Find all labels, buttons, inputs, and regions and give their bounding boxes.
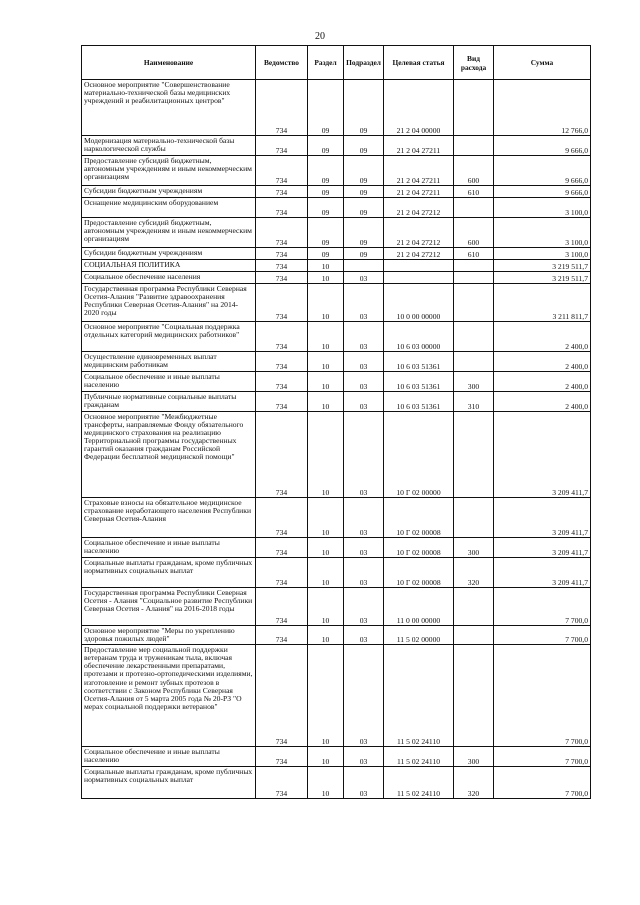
table-row <box>82 284 591 322</box>
row-department: 734 <box>256 498 308 538</box>
table-row <box>82 392 591 412</box>
row-subsection: 03 <box>344 284 384 322</box>
row-amount: 12 766,0 <box>494 80 591 136</box>
table-row <box>82 498 591 538</box>
row-department: 734 <box>256 412 308 498</box>
row-target-item: 21 2 04 27211 <box>384 186 454 198</box>
row-target-item: 21 2 04 27211 <box>384 156 454 186</box>
row-subsection: 03 <box>344 322 384 352</box>
row-section: 09 <box>308 248 344 260</box>
row-subsection: 03 <box>344 588 384 626</box>
row-section: 10 <box>308 626 344 645</box>
row-target-item: 10 Г 02 00000 <box>384 412 454 498</box>
row-target-item: 10 6 03 00000 <box>384 322 454 352</box>
row-expense-type: 300 <box>454 538 494 558</box>
table-row <box>82 156 591 186</box>
row-amount: 3 100,0 <box>494 198 591 218</box>
row-section: 10 <box>308 412 344 498</box>
row-section: 10 <box>308 558 344 588</box>
table-row <box>82 538 591 558</box>
row-target-item: 11 5 02 00000 <box>384 626 454 645</box>
row-section: 10 <box>308 645 344 747</box>
row-expense-type <box>454 322 494 352</box>
row-target-item: 10 0 00 00000 <box>384 284 454 322</box>
row-expense-type <box>454 588 494 626</box>
row-department: 734 <box>256 248 308 260</box>
row-name: Основное мероприятие "Меры по укреплению здоровья пожилых людей" <box>82 626 256 645</box>
table-header-row <box>82 46 591 80</box>
row-subsection: 09 <box>344 248 384 260</box>
table-row <box>82 322 591 352</box>
row-name: Основное мероприятие "Социальная поддержка отдельных категорий медицинских работников" <box>82 322 256 352</box>
row-target-item: 21 2 04 27212 <box>384 198 454 218</box>
row-name: Предоставление субсидий бюджетным, автономным учреждениям и иным некоммерческим организациям <box>82 218 256 248</box>
row-expense-type: 600 <box>454 156 494 186</box>
row-department: 734 <box>256 322 308 352</box>
table-row <box>82 218 591 248</box>
row-expense-type <box>454 260 494 272</box>
row-department: 734 <box>256 645 308 747</box>
row-subsection: 03 <box>344 747 384 767</box>
row-amount: 3 100,0 <box>494 218 591 248</box>
row-target-item: 10 Г 02 00008 <box>384 498 454 538</box>
row-department: 734 <box>256 186 308 198</box>
table-row <box>82 272 591 284</box>
row-section: 10 <box>308 747 344 767</box>
row-target-item: 21 2 04 00000 <box>384 80 454 136</box>
row-name: Предоставление мер социальной поддержки ветеранам труда и труженикам тыла, включая обеспечение лекарственными препаратами, протезами и протезно-ортопедическими изделиями, изготовление и ремонт зубных протезов в соответствии с Законом Республики Северная Осетия-Алания от 5 марта 2005 года № 20-РЗ "О мерах социальной поддержки ветеранов" <box>82 645 256 747</box>
table-row <box>82 136 591 156</box>
row-amount: 3 219 511,7 <box>494 272 591 284</box>
row-target-item: 11 0 00 00000 <box>384 588 454 626</box>
row-target-item: 10 6 03 51361 <box>384 372 454 392</box>
row-department: 734 <box>256 747 308 767</box>
row-target-item: 10 6 03 51361 <box>384 352 454 372</box>
row-expense-type <box>454 284 494 322</box>
row-section: 10 <box>308 767 344 799</box>
row-department: 734 <box>256 538 308 558</box>
row-subsection: 09 <box>344 218 384 248</box>
row-section: 09 <box>308 136 344 156</box>
row-expense-type <box>454 412 494 498</box>
row-section: 10 <box>308 322 344 352</box>
table-row <box>82 645 591 747</box>
row-amount: 2 400,0 <box>494 392 591 412</box>
row-amount: 2 400,0 <box>494 322 591 352</box>
row-section: 10 <box>308 272 344 284</box>
row-section: 09 <box>308 80 344 136</box>
table-row <box>82 80 591 136</box>
row-amount: 2 400,0 <box>494 372 591 392</box>
row-subsection: 03 <box>344 272 384 284</box>
row-target-item: 11 5 02 24110 <box>384 767 454 799</box>
row-section: 10 <box>308 538 344 558</box>
row-department: 734 <box>256 626 308 645</box>
row-expense-type <box>454 80 494 136</box>
table-row <box>82 248 591 260</box>
row-section: 10 <box>308 498 344 538</box>
header-section: Раздел <box>308 46 344 80</box>
header-department: Ведомство <box>256 46 308 80</box>
row-expense-type: 310 <box>454 392 494 412</box>
row-section: 10 <box>308 284 344 322</box>
row-subsection: 09 <box>344 80 384 136</box>
row-name: Социальное обеспечение и иные выплаты населению <box>82 747 256 767</box>
row-target-item: 21 2 04 27212 <box>384 248 454 260</box>
table-row <box>82 412 591 498</box>
row-name: Публичные нормативные социальные выплаты гражданам <box>82 392 256 412</box>
row-section: 10 <box>308 588 344 626</box>
row-subsection: 09 <box>344 198 384 218</box>
row-department: 734 <box>256 156 308 186</box>
row-expense-type: 610 <box>454 248 494 260</box>
row-subsection: 03 <box>344 498 384 538</box>
row-expense-type <box>454 626 494 645</box>
row-department: 734 <box>256 218 308 248</box>
budget-table <box>81 45 591 799</box>
row-target-item: 21 2 04 27212 <box>384 218 454 248</box>
table-row <box>82 352 591 372</box>
row-department: 734 <box>256 198 308 218</box>
row-name: Государственная программа Республики Северная Осетия-Алания "Развитие здравоохранения Республики Северная Осетия-Алания" на 2014-2020 годы <box>82 284 256 322</box>
row-name: Государственная программа Республики Северная Осетия - Алания "Социальное развитие Республики Северная Осетия - Алания" на 2016-2018 годы <box>82 588 256 626</box>
row-name: Социальное обеспечение населения <box>82 272 256 284</box>
row-department: 734 <box>256 284 308 322</box>
row-amount: 3 219 511,7 <box>494 260 591 272</box>
row-amount: 3 209 411,7 <box>494 558 591 588</box>
row-subsection: 03 <box>344 558 384 588</box>
row-subsection: 03 <box>344 626 384 645</box>
row-subsection: 09 <box>344 186 384 198</box>
row-amount: 9 666,0 <box>494 186 591 198</box>
row-subsection: 09 <box>344 136 384 156</box>
row-name: Субсидии бюджетным учреждениям <box>82 186 256 198</box>
row-subsection: 03 <box>344 767 384 799</box>
row-target-item: 10 Г 02 00008 <box>384 558 454 588</box>
table-row <box>82 767 591 799</box>
row-name: Социальные выплаты гражданам, кроме публичных нормативных социальных выплат <box>82 767 256 799</box>
row-name: Социальные выплаты гражданам, кроме публичных нормативных социальных выплат <box>82 558 256 588</box>
row-amount: 7 700,0 <box>494 747 591 767</box>
header-expense-type: Вид расхода <box>454 46 494 80</box>
row-expense-type: 600 <box>454 218 494 248</box>
row-name: Предоставление субсидий бюджетным, автономным учреждениям и иным некоммерческим организациям <box>82 156 256 186</box>
row-department: 734 <box>256 392 308 412</box>
row-target-item: 11 5 02 24110 <box>384 645 454 747</box>
row-target-item: 11 5 02 24110 <box>384 747 454 767</box>
row-name: Оснащение медицинским оборудованием <box>82 198 256 218</box>
header-subsection: Подраздел <box>344 46 384 80</box>
row-amount: 9 666,0 <box>494 136 591 156</box>
row-amount: 7 700,0 <box>494 767 591 799</box>
row-department: 734 <box>256 588 308 626</box>
row-subsection: 03 <box>344 412 384 498</box>
row-subsection <box>344 260 384 272</box>
row-amount: 7 700,0 <box>494 645 591 747</box>
row-department: 734 <box>256 80 308 136</box>
header-target-item: Целевая статья <box>384 46 454 80</box>
row-section: 09 <box>308 186 344 198</box>
row-section: 09 <box>308 218 344 248</box>
row-department: 734 <box>256 372 308 392</box>
row-amount: 3 209 411,7 <box>494 498 591 538</box>
header-amount: Сумма <box>494 46 591 80</box>
table-row <box>82 186 591 198</box>
table-row <box>82 372 591 392</box>
row-expense-type: 300 <box>454 372 494 392</box>
row-expense-type: 320 <box>454 767 494 799</box>
row-section: 10 <box>308 392 344 412</box>
row-amount: 7 700,0 <box>494 588 591 626</box>
row-section: 10 <box>308 352 344 372</box>
row-section: 09 <box>308 156 344 186</box>
row-subsection: 03 <box>344 352 384 372</box>
row-expense-type: 300 <box>454 747 494 767</box>
row-amount: 3 211 811,7 <box>494 284 591 322</box>
row-expense-type <box>454 272 494 284</box>
row-name: Осуществление единовременных выплат медицинским работникам <box>82 352 256 372</box>
row-section: 10 <box>308 260 344 272</box>
row-subsection: 03 <box>344 392 384 412</box>
row-department: 734 <box>256 558 308 588</box>
page-number: 20 <box>315 31 325 42</box>
row-subsection: 03 <box>344 372 384 392</box>
table-row <box>82 558 591 588</box>
row-expense-type <box>454 198 494 218</box>
row-name: Модернизация материально-технической базы наркологической службы <box>82 136 256 156</box>
row-name: Основное мероприятие "Совершенствование материально-технической базы медицинских учреждений и реабилитационных центров" <box>82 80 256 136</box>
row-name: Социальное обеспечение и иные выплаты населению <box>82 538 256 558</box>
header-name: Наименование <box>82 46 256 80</box>
row-target-item: 21 2 04 27211 <box>384 136 454 156</box>
row-section: 10 <box>308 372 344 392</box>
row-target-item <box>384 260 454 272</box>
row-amount: 3 100,0 <box>494 248 591 260</box>
row-name: СОЦИАЛЬНАЯ ПОЛИТИКА <box>82 260 256 272</box>
row-department: 734 <box>256 272 308 284</box>
row-subsection: 09 <box>344 156 384 186</box>
row-amount: 2 400,0 <box>494 352 591 372</box>
row-amount: 3 209 411,7 <box>494 538 591 558</box>
row-subsection: 03 <box>344 538 384 558</box>
row-expense-type <box>454 136 494 156</box>
table-row <box>82 260 591 272</box>
row-amount: 7 700,0 <box>494 626 591 645</box>
row-department: 734 <box>256 352 308 372</box>
table-row <box>82 198 591 218</box>
row-expense-type <box>454 498 494 538</box>
row-subsection: 03 <box>344 645 384 747</box>
row-section: 09 <box>308 198 344 218</box>
row-amount: 3 209 411,7 <box>494 412 591 498</box>
row-target-item <box>384 272 454 284</box>
row-name: Социальное обеспечение и иные выплаты населению <box>82 372 256 392</box>
row-department: 734 <box>256 767 308 799</box>
table-row <box>82 588 591 626</box>
row-expense-type: 320 <box>454 558 494 588</box>
row-target-item: 10 6 03 51361 <box>384 392 454 412</box>
table-row <box>82 747 591 767</box>
row-expense-type <box>454 352 494 372</box>
row-target-item: 10 Г 02 00008 <box>384 538 454 558</box>
row-name: Страховые взносы на обязательное медицинское страхование неработающего населения Республики Северная Осетия-Алания <box>82 498 256 538</box>
table-row <box>82 626 591 645</box>
row-expense-type: 610 <box>454 186 494 198</box>
row-department: 734 <box>256 260 308 272</box>
row-expense-type <box>454 645 494 747</box>
row-amount: 9 666,0 <box>494 156 591 186</box>
row-name: Основное мероприятие "Межбюджетные трансферты, направляемые Фонду обязательного медицинского страхования на реализацию Территориальной программы государственных гарантий оказания гражданам Российской Федерации бесплатной медицинской помощи" <box>82 412 256 498</box>
row-department: 734 <box>256 136 308 156</box>
row-name: Субсидии бюджетным учреждениям <box>82 248 256 260</box>
